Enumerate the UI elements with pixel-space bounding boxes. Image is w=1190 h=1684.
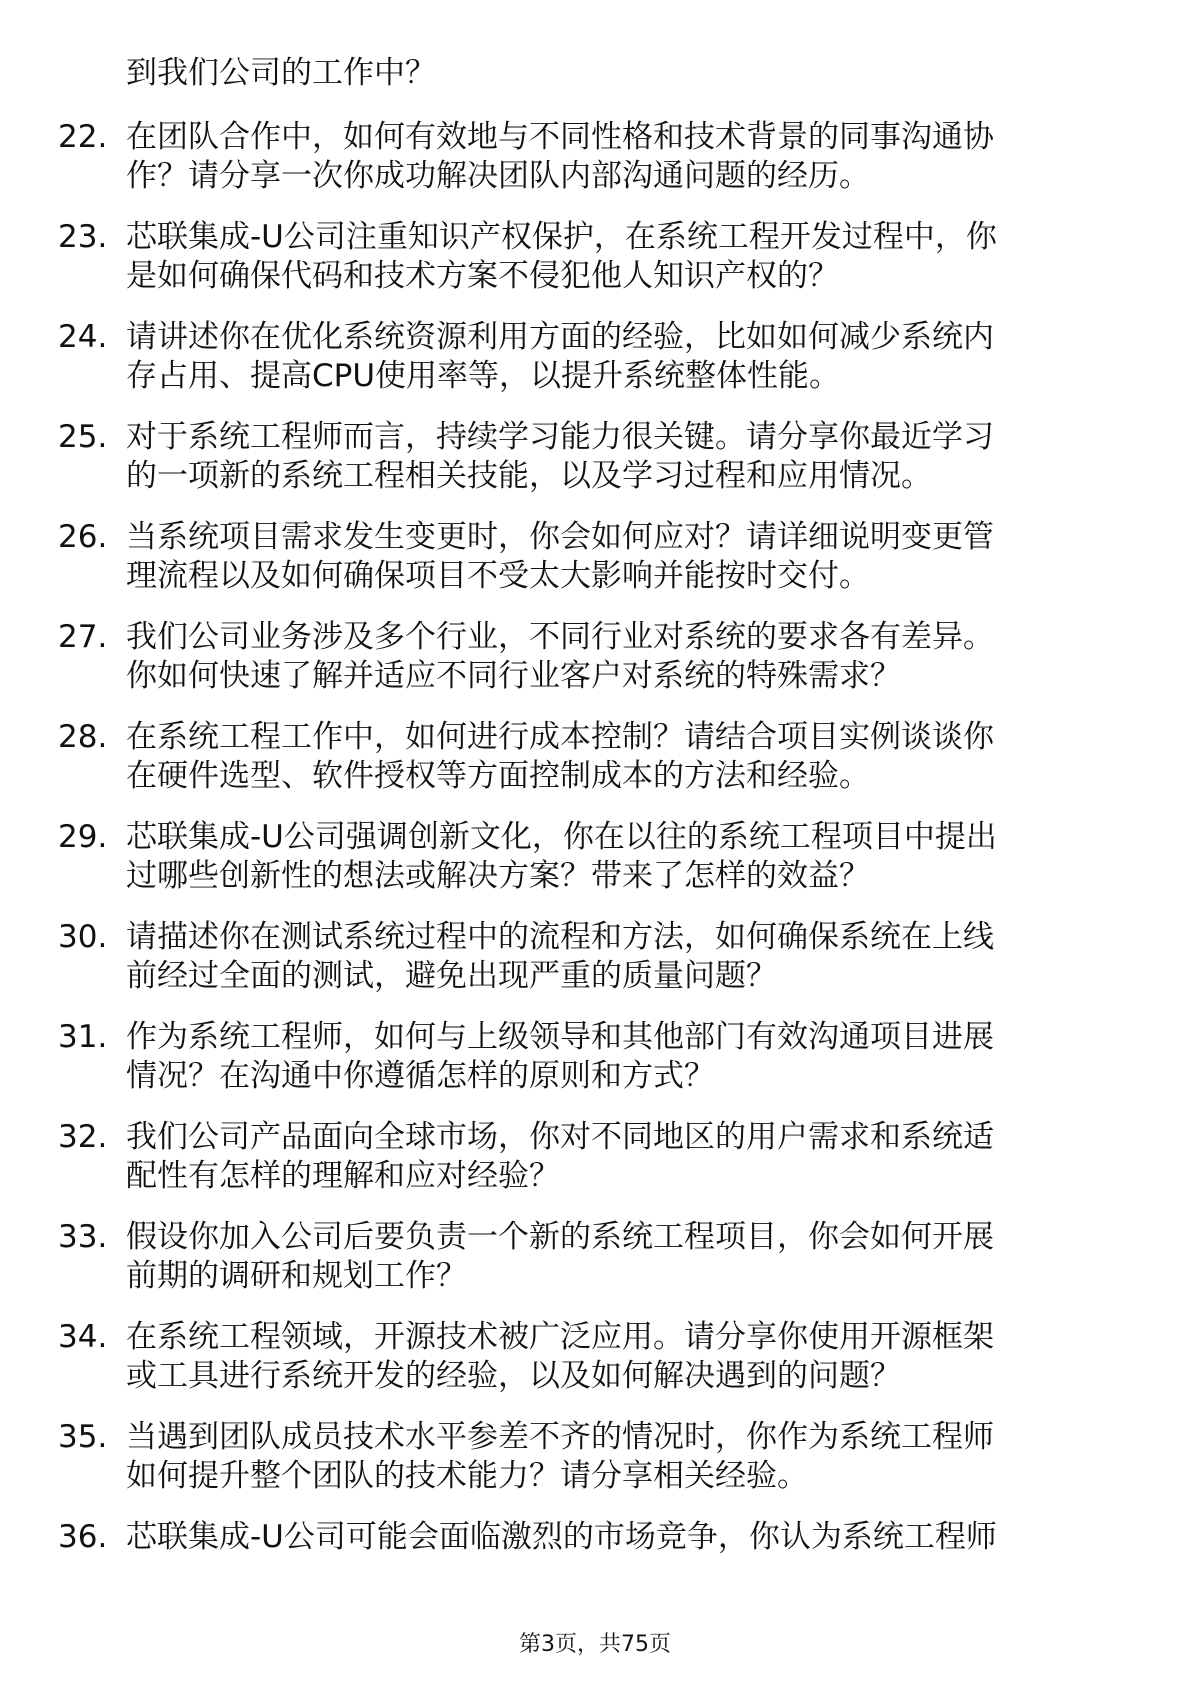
question-text-line: 过哪些创新性的想法或解决方案？带来了怎样的效益？ (126, 858, 870, 894)
question-text-line: 在硬件选型、软件授权等方面控制成本的方法和经验。 (126, 758, 870, 794)
question-item (58, 1318, 1118, 1396)
question-text-line: 我们公司业务涉及多个行业，不同行业对系统的要求各有差异。 (126, 619, 994, 655)
question-text-line: 芯联集成-U公司强调创新文化，你在以往的系统工程项目中提出 (126, 819, 997, 855)
question-number: 34. (58, 1319, 108, 1355)
question-number: 25. (58, 419, 108, 455)
question-text (126, 918, 1118, 996)
question-text-line: 前期的调研和规划工作？ (126, 1258, 467, 1294)
question-text (126, 218, 1118, 296)
question-text-line: 芯联集成-U公司注重知识产权保护，在系统工程开发过程中，你 (126, 219, 997, 255)
question-number: 29. (58, 819, 108, 855)
question-text-line: 假设你加入公司后要负责一个新的系统工程项目，你会如何开展 (126, 1219, 994, 1255)
question-text (126, 1418, 1118, 1496)
question-item (58, 418, 1118, 496)
question-text (126, 1018, 1118, 1096)
question-text-line: 是如何确保代码和技术方案不侵犯他人知识产权的？ (126, 258, 839, 294)
question-item (58, 1018, 1118, 1096)
question-item (58, 818, 1118, 896)
question-item (58, 918, 1118, 996)
continuation-line: 到我们公司的工作中？ (126, 55, 436, 91)
question-text (126, 1118, 1118, 1196)
question-text-line: 如何提升整个团队的技术能力？请分享相关经验。 (126, 1458, 808, 1494)
question-number: 33. (58, 1219, 108, 1255)
question-text-line: 在团队合作中，如何有效地与不同性格和技术背景的同事沟通协 (126, 119, 994, 155)
question-text-line: 当系统项目需求发生变更时，你会如何应对？请详细说明变更管 (126, 519, 994, 555)
question-text (126, 118, 1118, 196)
question-text (126, 518, 1118, 596)
question-text-line: 芯联集成-U公司可能会面临激烈的市场竞争，你认为系统工程师 (126, 1519, 997, 1555)
question-text (126, 1318, 1118, 1396)
question-text (126, 1218, 1118, 1296)
question-text-line: 配性有怎样的理解和应对经验？ (126, 1158, 560, 1194)
question-text-line: 在系统工程领域，开源技术被广泛应用。请分享你使用开源框架 (126, 1319, 994, 1355)
question-text-line: 作为系统工程师，如何与上级领导和其他部门有效沟通项目进展 (126, 1019, 994, 1055)
question-number: 36. (58, 1519, 108, 1555)
question-text-line: 前经过全面的测试，避免出现严重的质量问题？ (126, 958, 777, 994)
question-text (126, 818, 1118, 896)
page-footer: 第3页，共75页 (519, 1632, 671, 1657)
question-number: 26. (58, 519, 108, 555)
question-text (126, 318, 1118, 396)
question-text (126, 718, 1118, 796)
question-text-line: 对于系统工程师而言，持续学习能力很关键。请分享你最近学习 (126, 419, 994, 455)
question-text-line: 的一项新的系统工程相关技能，以及学习过程和应用情况。 (126, 458, 932, 494)
question-item (58, 318, 1118, 396)
question-item (58, 1118, 1118, 1196)
question-item (58, 1218, 1118, 1296)
question-text-line: 在系统工程工作中，如何进行成本控制？请结合项目实例谈谈你 (126, 719, 994, 755)
questions-container (58, 118, 1118, 1557)
question-text-line: 理流程以及如何确保项目不受太大影响并能按时交付。 (126, 558, 870, 594)
question-item (58, 1518, 1118, 1557)
question-text (126, 418, 1118, 496)
question-number: 22. (58, 119, 108, 155)
question-text (126, 618, 1118, 696)
question-list (58, 52, 1118, 1579)
question-text-line: 情况？在沟通中你遵循怎样的原则和方式？ (126, 1058, 715, 1094)
question-number: 35. (58, 1419, 108, 1455)
question-item (58, 718, 1118, 796)
question-item (58, 1418, 1118, 1496)
question-text-line: 存占用、提高CPU使用率等，以提升系统整体性能。 (126, 358, 841, 394)
question-item (58, 118, 1118, 196)
question-number: 24. (58, 319, 108, 355)
question-number: 28. (58, 719, 108, 755)
question-item (58, 518, 1118, 596)
question-number: 32. (58, 1119, 108, 1155)
question-number: 31. (58, 1019, 108, 1055)
question-item (58, 218, 1118, 296)
question-text-line: 我们公司产品面向全球市场，你对不同地区的用户需求和系统适 (126, 1119, 994, 1155)
question-text-line: 作？请分享一次你成功解决团队内部沟通问题的经历。 (126, 158, 870, 194)
question-text-line: 请描述你在测试系统过程中的流程和方法，如何确保系统在上线 (126, 919, 994, 955)
question-number: 30. (58, 919, 108, 955)
question-text-line: 请讲述你在优化系统资源利用方面的经验，比如如何减少系统内 (126, 319, 994, 355)
question-text-line: 或工具进行系统开发的经验，以及如何解决遇到的问题？ (126, 1358, 901, 1394)
question-number: 27. (58, 619, 108, 655)
question-text (126, 1518, 1118, 1557)
question-text-line: 你如何快速了解并适应不同行业客户对系统的特殊需求？ (126, 658, 901, 694)
question-text-line: 当遇到团队成员技术水平参差不齐的情况时，你作为系统工程师 (126, 1419, 994, 1455)
question-item (58, 618, 1118, 696)
question-number: 23. (58, 219, 108, 255)
